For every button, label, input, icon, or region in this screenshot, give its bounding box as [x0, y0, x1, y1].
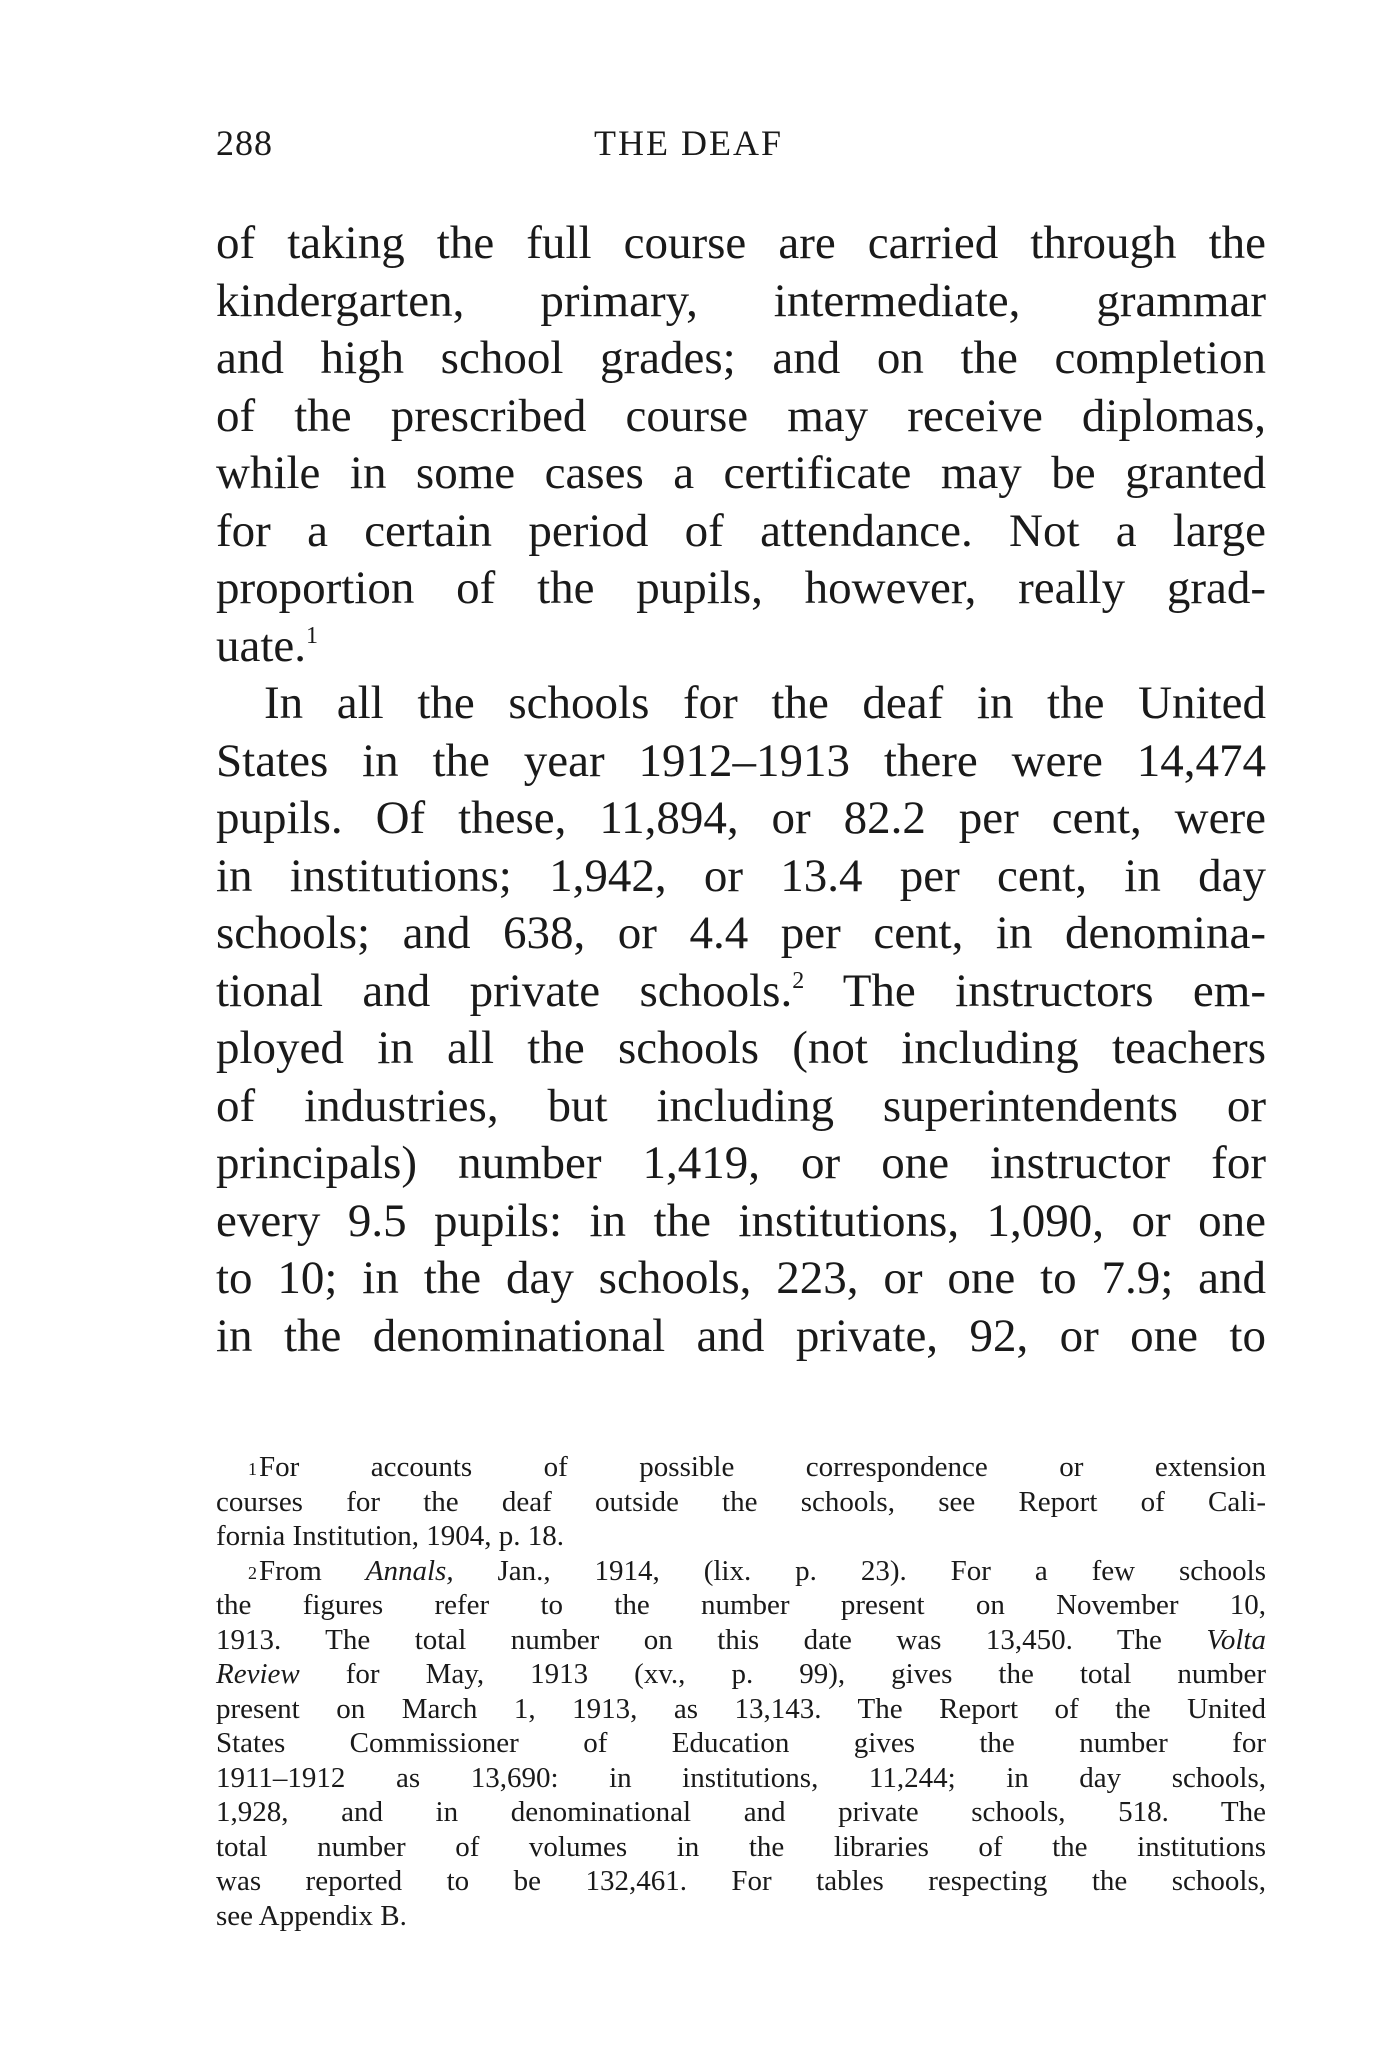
- footnote-text: 1913. The total number on this date was 13,450. The: [216, 1623, 1207, 1656]
- page-header: [216, 122, 1266, 182]
- footnote-text: Jan., 1914, (lix. p. 23). For a few schools: [453, 1554, 1267, 1587]
- footnote-ref-1[interactable]: 1: [306, 622, 319, 649]
- paragraph-start-line: In all the schools for the deaf in the United: [264, 677, 1266, 729]
- footnotes: [216, 1450, 1266, 1933]
- text-line: ployed in all the schools (not including teachers: [216, 1022, 1266, 1074]
- text-line: of taking the full course are carried through the: [216, 217, 1266, 269]
- main-text: [216, 215, 1266, 1365]
- journal-title: Volta: [1206, 1623, 1266, 1656]
- footnote-1-line: courses for the deaf outside the schools, see Report of Cali-: [216, 1485, 1266, 1518]
- text-line: in the denominational and private, 92, or one to: [216, 1309, 1266, 1362]
- footnote-text: for May, 1913 (xv., p. 99), gives the total number: [299, 1658, 1266, 1690]
- footnote-2-line: [216, 1554, 1266, 1589]
- footnote-2-line: was reported to be 132,461. For tables respecting the schools,: [216, 1865, 1266, 1897]
- text-line: pupils. Of these, 11,894, or 82.2 per cent, were: [216, 792, 1266, 844]
- text-line: proportion of the pupils, however, really grad-: [216, 562, 1266, 614]
- footnote-2-line: present on March 1, 1913, as 13,143. The Report of the United: [216, 1692, 1266, 1725]
- running-head: THE DEAF: [594, 123, 783, 163]
- footnote-2-line: 1911–1912 as 13,690: in institutions, 11,244; in day schools,: [216, 1761, 1266, 1794]
- footnote-2-line: [216, 1657, 1266, 1692]
- text-line: in institutions; 1,942, or 13.4 per cent, in day: [216, 849, 1266, 902]
- text-line: kindergarten, primary, intermediate, grammar: [216, 274, 1266, 327]
- footnote-2-line: the figures refer to the number present on November 10,: [216, 1589, 1266, 1621]
- text-line: and high school grades; and on the completion: [216, 332, 1266, 384]
- footnote-1-line: [216, 1450, 1266, 1485]
- footnote-2-line: total number of volumes in the libraries of the institutions: [216, 1830, 1266, 1863]
- text-line: while in some cases a certificate may be granted: [216, 447, 1266, 499]
- text-line: every 9.5 pupils: in the institutions, 1,090, or one: [216, 1194, 1266, 1247]
- footnote-2-line: States Commissioner of Education gives the number for: [216, 1727, 1266, 1759]
- text-fragment: The instructors em-: [804, 964, 1266, 1017]
- journal-title: Annals,: [365, 1554, 454, 1587]
- text-line: of industries, but including superintendents or: [216, 1079, 1266, 1132]
- footnote-text: For accounts of possible correspondence or extension: [259, 1451, 1266, 1483]
- text-line: for a certain period of attendance. Not a large: [216, 504, 1266, 557]
- text-line: States in the year 1912–1913 there were 14,474: [216, 734, 1266, 787]
- footnote-2-line: see Appendix B.: [216, 1899, 407, 1932]
- journal-title: Review: [216, 1658, 300, 1690]
- text-fragment: uate.: [216, 619, 307, 672]
- text-line: [216, 963, 1266, 1021]
- footnote-ref-2[interactable]: 2: [792, 967, 805, 994]
- footnote-marker-2: 2: [248, 1562, 257, 1583]
- text-fragment: tional and private schools.: [216, 964, 793, 1017]
- footnote-marker-1: 1: [248, 1459, 257, 1479]
- footnote-2-line: [216, 1623, 1266, 1658]
- footnote-2-line: 1,928, and in denominational and private schools, 518. The: [216, 1796, 1266, 1828]
- text-line: principals) number 1,419, or one instructor for: [216, 1137, 1266, 1189]
- text-line: schools; and 638, or 4.4 per cent, in denomina-: [216, 907, 1266, 959]
- text-line: of the prescribed course may receive diplomas,: [216, 389, 1266, 442]
- footnote-text: From: [259, 1554, 366, 1587]
- page-number: 288: [216, 123, 273, 163]
- footnote-1-line: fornia Institution, 1904, p. 18.: [216, 1520, 564, 1552]
- text-line: [216, 618, 1266, 676]
- text-line: to 10; in the day schools, 223, or one to 7.9; and: [216, 1252, 1266, 1304]
